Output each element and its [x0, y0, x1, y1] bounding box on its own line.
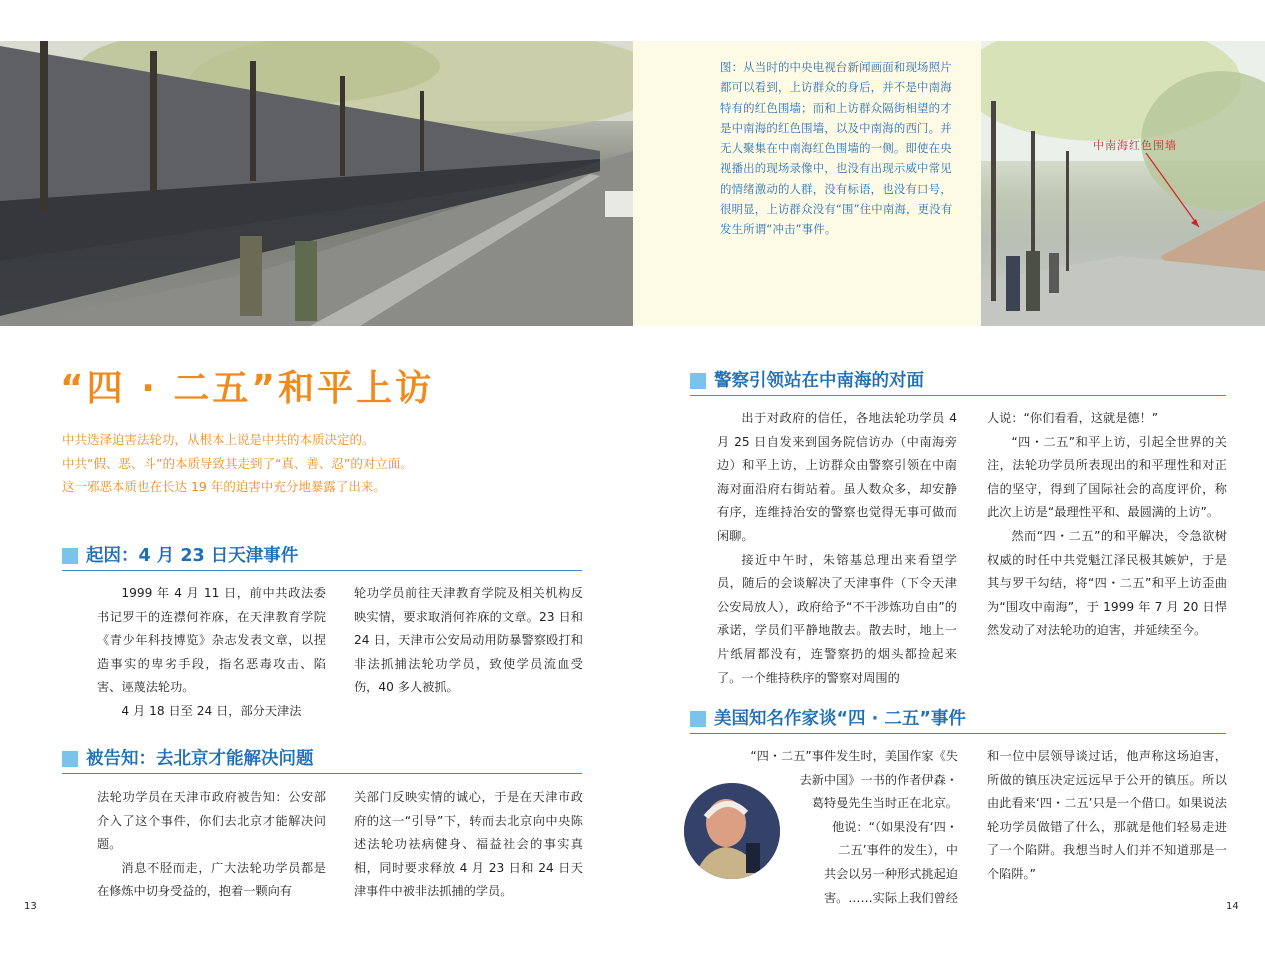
section-title: 警察引领站在中南海的对面 — [714, 371, 924, 391]
told-column-2 — [354, 786, 583, 904]
intro-text — [62, 428, 582, 499]
text-line: 葛特曼先生当时正在北京。 — [811, 796, 958, 811]
cause-column-1 — [97, 582, 326, 724]
paragraph: 1999 年 4 月 11 日，前中共政法委书记罗干的连襟何祚庥，在天津教育学院《青少年科技博览》杂志发表文章，以捏造事实的卑劣手段，指名恶毒攻击、陷害、诬蔑法轮功。 — [97, 586, 326, 695]
writer-column-2 — [987, 745, 1227, 887]
page-number-left: 13 — [24, 901, 37, 912]
section-heading-writer — [690, 703, 1226, 734]
text-line: 他说：“（如果没有‘四・ — [832, 819, 958, 834]
paragraph: 关部门反映实情的诚心，于是在天津市政府的这一“引导”下，转而去北京向中央陈述法轮功祛病健身、福益社会的事实真相，同时要求释放 4 月 23 日和 24 日天津事件中被非法抓捕的学员。 — [354, 790, 583, 899]
page-number-right: 14 — [1226, 901, 1239, 912]
heading-marker — [690, 711, 706, 727]
paragraph: 接近中午时，朱镕基总理出来看望学员，随后的会谈解决了天津事件（下令天津公安局放人），政府给予“不干涉炼功自由”的承诺，学员们平静地散去。散去时，地上一片纸屑都没有，连警察扔的烟头都捡起来了。一个维持秩序的警察对周围的 — [717, 552, 957, 685]
section-heading-told — [62, 743, 582, 774]
paragraph: 4 月 18 日至 24 日，部分天津法 — [121, 703, 302, 718]
photo-caption-text: 图：从当时的中央电视台新闻画面和现场照片都可以看到，上访群众的身后，并不是中南海特有的红色围墙；而和上访群众隔街相望的才是中南海的红色围墙，以及中南海的西门。并无人聚集在中南海红色围墙的一侧。即使在央视播出的现场录像中，也没有出现示威中常见的情绪激动的人群，没有标语，也没有口号，很明显，上访群众没有“围”住中南海，更没有发生所谓“冲击”事件。 — [720, 60, 953, 237]
heading-marker — [62, 751, 78, 767]
section-title: 被告知：去北京才能解决问题 — [86, 749, 314, 769]
red-wall-label: 中南海红色围墙 — [1093, 139, 1177, 152]
section-heading-police — [690, 365, 1226, 396]
section-heading-cause — [62, 540, 582, 571]
writer-column-1 — [700, 745, 958, 910]
section-title: 美国知名作家谈“四 · 二五”事件 — [714, 709, 966, 729]
paragraph: 出于对政府的信任，各地法轮功学员 4 月 25 日自发来到国务院信访办（中南海旁边）和平上访，上访群众由警察引领在中南海对面沿府右街站着。虽人数众多，却安静有序，连维持治安的警察也觉得无事可做而闲聊。 — [717, 411, 957, 543]
paragraph: 轮功学员前往天津教育学院及相关机构反映实情，要求取消何祚庥的文章。23 日和 24 日，天津市公安局动用防暴警察殴打和非法抓捕法轮功学员，致使学员流血受伤，40 多人被抓。 — [354, 586, 583, 695]
text-line: 共会以另一种形式挑起迫 — [823, 866, 958, 881]
paragraph: “四・二五”和平上访，引起全世界的关注，法轮功学员所表现出的和平理性和对正信的坚守，得到了国际社会的高度评价，称此次上访是“最理性平和、最圆满的上访”。 — [987, 434, 1227, 520]
page-title: “四 · 二五”和平上访 — [60, 368, 435, 409]
text-line: 二五’事件的发生），中 — [838, 843, 958, 858]
text-line: “四・二五”事件发生时，美国作家《失 — [750, 749, 958, 763]
paragraph: 然而“四・二五”的和平解决，令急欲树权威的时任中共党魁江泽民极其嫉妒，于是其与罗干勾结，将“四・二五”和平上访歪曲为“围攻中南海”，于 1999 年 7 月 20 日悍然发动了对法轮功的迫害，并延续至今。 — [987, 528, 1227, 638]
intro-line: 中共迭泽迫害法轮功，从根本上说是中共的本质决定的。 — [62, 432, 375, 447]
text-line: 去新中国》一书的作者伊森・ — [799, 772, 958, 787]
told-column-1 — [97, 786, 326, 904]
photo-petitioners-street — [0, 41, 633, 326]
paragraph: 消息不胫而走，广大法轮功学员都是在修炼中切身受益的，抱着一颗向有 — [97, 860, 326, 899]
text-line: 害。……实际上我们曾经 — [823, 890, 958, 905]
intro-line: 这一邪恶本质也在长达 19 年的迫害中充分地暴露了出来。 — [62, 479, 386, 494]
cause-column-2 — [354, 582, 583, 700]
photo-zhongnanhai-wall — [981, 41, 1265, 326]
police-column-1 — [717, 407, 957, 690]
section-title: 起因：4 月 23 日天津事件 — [86, 546, 299, 566]
zhongnanhai-photo-illustration — [981, 41, 1265, 326]
petitioners-photo-illustration — [0, 41, 633, 326]
heading-marker — [690, 373, 706, 389]
paragraph: 人说：“你们看看，这就是德！” — [987, 411, 1159, 425]
heading-marker — [62, 548, 78, 564]
paragraph: 和一位中层领导谈过话，他声称这场迫害，所做的镇压决定远远早于公开的镇压。所以由此看来‘四・二五’只是一个借口。如果说法轮功学员做错了什么，那就是他们轻易走进了一个陷阱。我想当时人们并不知道那是一个陷阱。” — [987, 749, 1227, 881]
police-column-2 — [987, 407, 1227, 643]
paragraph: 法轮功学员在天津市政府被告知：公安部介入了这个事件，你们去北京才能解决问题。 — [97, 790, 326, 852]
intro-line: 中共“假、恶、斗”的本质导致其走到了“真、善、忍”的对立面。 — [62, 455, 413, 471]
